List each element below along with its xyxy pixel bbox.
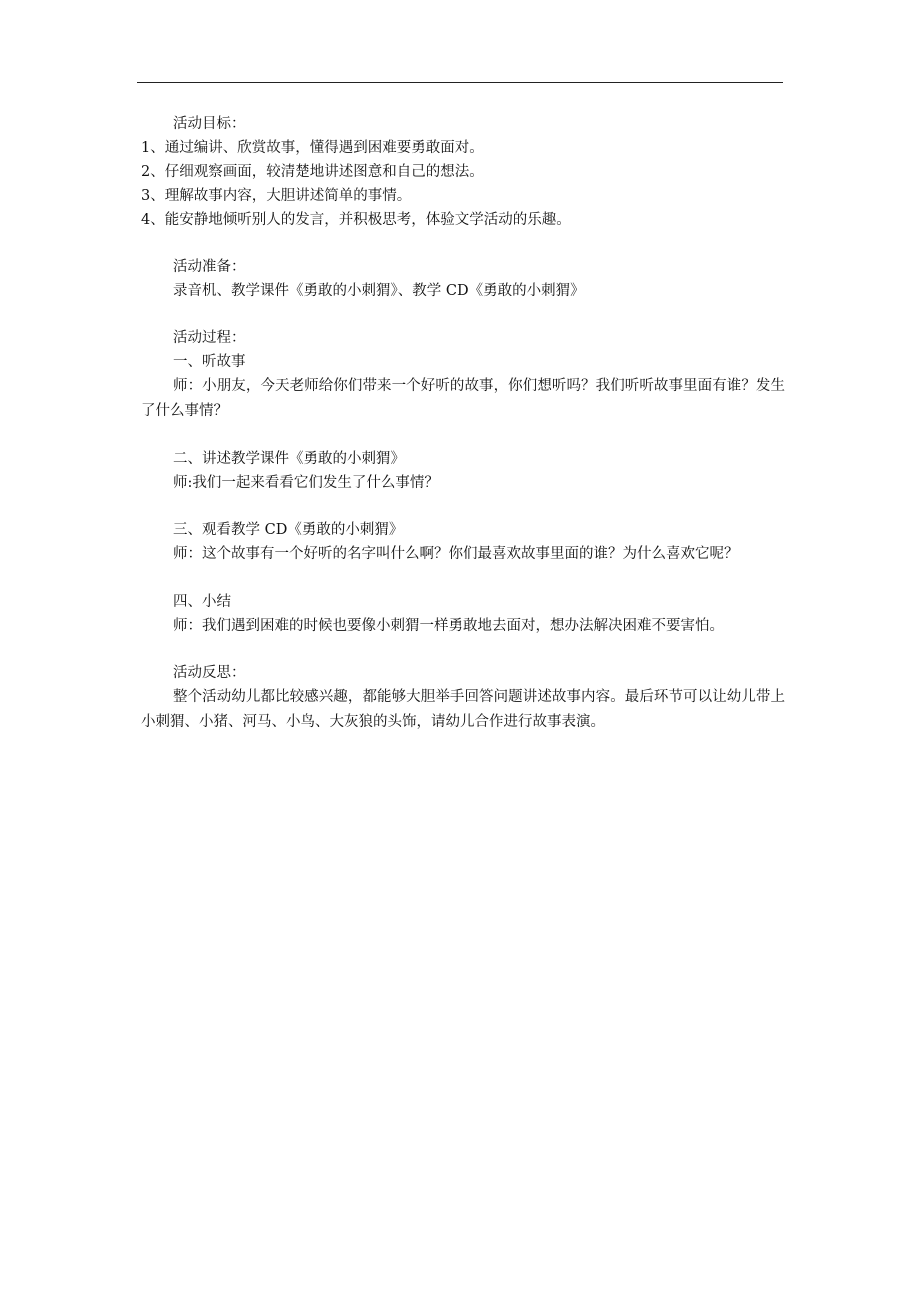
goal-item-2: 2、仔细观察画面，较清楚地讲述图意和自己的想法。 bbox=[141, 164, 484, 180]
process-section bbox=[141, 326, 785, 638]
preparation-text: 录音机、教学课件《勇敢的小刺猬》、教学 CD《勇敢的小刺猬》 bbox=[173, 283, 585, 299]
step-4-title: 四、小结 bbox=[173, 594, 231, 610]
goal-item-3: 3、理解故事内容，大胆讲述简单的事情。 bbox=[141, 188, 412, 204]
step-1-title: 一、听故事 bbox=[173, 354, 246, 370]
step-4-text: 师：我们遇到困难的时候也要像小刺猬一样勇敢地去面对，想办法解决困难不要害怕。 bbox=[173, 618, 724, 634]
goals-heading: 活动目标： bbox=[173, 116, 246, 132]
goal-item-1: 1、通过编讲、欣赏故事，懂得遇到困难要勇敢面对。 bbox=[141, 140, 484, 156]
preparation-heading: 活动准备： bbox=[173, 259, 246, 275]
step-3-text: 师：这个故事有一个好听的名字叫什么啊？你们最喜欢故事里面的谁？为什么喜欢它呢？ bbox=[173, 546, 739, 562]
goals-section bbox=[141, 112, 785, 232]
reflection-text: 整个活动幼儿都比较感兴趣，都能够大胆举手回答问题讲述故事内容。最后环节可以让幼儿带上小刺猬、小猪、河马、小鸟、大灰狼的头饰，请幼儿合作进行故事表演。 bbox=[141, 689, 785, 730]
step-1-text: 师：小朋友，今天老师给你们带来一个好听的故事，你们想听吗？我们听听故事里面有谁？发生了什么事情？ bbox=[141, 378, 785, 419]
reflection-heading: 活动反思： bbox=[173, 665, 246, 681]
step-2-text: 师:我们一起来看看它们发生了什么事情？ bbox=[173, 475, 439, 491]
reflection-section bbox=[141, 661, 785, 735]
document-body bbox=[141, 112, 785, 735]
goal-item-4: 4、能安静地倾听别人的发言，并积极思考，体验文学活动的乐趣。 bbox=[141, 212, 571, 228]
step-3-title: 三、观看教学 CD《勇敢的小刺猬》 bbox=[173, 522, 404, 538]
process-heading: 活动过程： bbox=[173, 330, 246, 346]
preparation-section bbox=[141, 255, 785, 303]
header-rule bbox=[137, 82, 783, 83]
step-2-title: 二、讲述教学课件《勇敢的小刺猬》 bbox=[173, 451, 405, 467]
